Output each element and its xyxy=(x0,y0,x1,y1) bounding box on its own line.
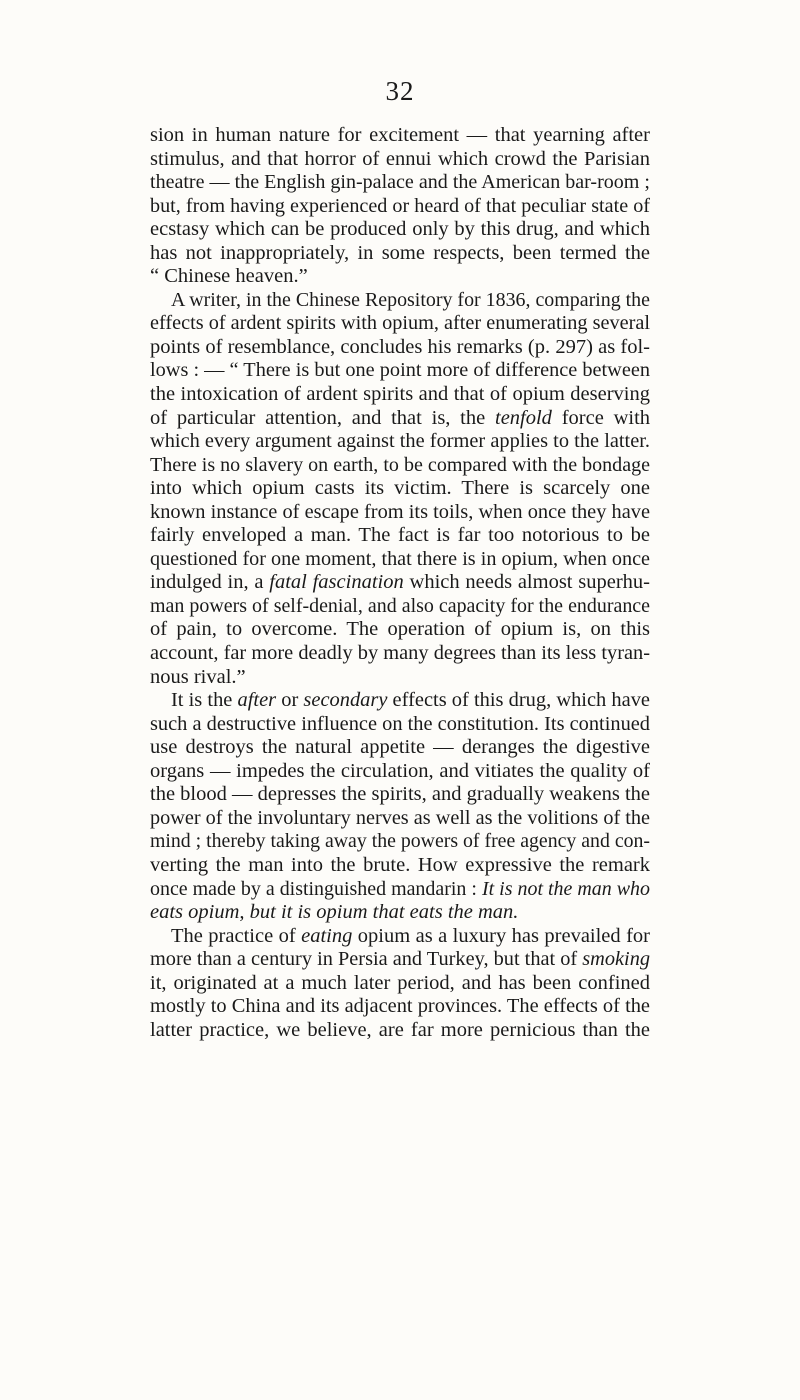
text-line xyxy=(150,524,650,548)
text-segment: points of resemblance, concludes his remarks (p. 297) as fol- xyxy=(150,335,650,358)
text-segment: more than a century in Persia and Turkey, but that of xyxy=(150,948,583,971)
text-line xyxy=(150,783,650,807)
text-line xyxy=(150,454,650,478)
text-segment: effects of ardent spirits with opium, after enumerating several xyxy=(150,312,650,335)
italic-text: smoking xyxy=(582,948,651,971)
text-line xyxy=(150,666,650,690)
text-segment: questioned for one moment, that there is in opium, when once xyxy=(150,547,650,570)
text-line xyxy=(150,972,650,996)
text-line xyxy=(150,760,650,784)
text-segment: but, from having experienced or heard of that peculiar state of xyxy=(150,194,650,217)
text-segment: sion in human nature for excitement — that yearning after xyxy=(150,124,650,146)
text-line xyxy=(150,595,650,619)
text-segment: opium as a luxury has prevailed for xyxy=(352,924,650,947)
text-line xyxy=(150,124,650,148)
text-line xyxy=(150,242,650,266)
text-line xyxy=(150,925,650,949)
text-line xyxy=(150,807,650,831)
text-segment: mostly to China and its adjacent provinces. The effects of the xyxy=(150,995,650,1018)
text-segment: organs — impedes the circulation, and vitiates the quality of xyxy=(150,759,650,782)
italic-text: eats opium, but it is opium that eats the man. xyxy=(150,901,519,924)
text-segment: There is no slavery on earth, to be compared with the bondage xyxy=(150,453,650,476)
text-line xyxy=(150,383,650,407)
text-line xyxy=(150,854,650,878)
text-segment: latter practice, we believe, are far more pernicious than the xyxy=(150,1018,650,1041)
body-text xyxy=(150,124,650,1042)
text-line xyxy=(150,359,650,383)
text-segment: into which opium casts its victim. There is scarcely one xyxy=(150,477,650,500)
text-line xyxy=(150,995,650,1019)
text-segment: effects of this drug, which have xyxy=(387,689,650,712)
text-line xyxy=(150,265,650,289)
text-segment: ecstasy which can be produced only by this drug, and which xyxy=(150,218,650,241)
text-line xyxy=(150,830,650,854)
text-line xyxy=(150,878,650,902)
text-line xyxy=(150,477,650,501)
text-line xyxy=(150,336,650,360)
text-segment: force with xyxy=(551,406,651,429)
text-segment: which every argument against the former applies to the latter. xyxy=(150,430,650,453)
italic-text: tenfold xyxy=(495,406,552,429)
text-segment: It is the xyxy=(171,689,238,712)
text-segment: lows : — “ There is but one point more of difference between xyxy=(150,359,650,382)
text-line xyxy=(150,901,650,925)
text-segment: the intoxication of ardent spirits and that of opium deserving xyxy=(150,383,650,406)
text-line xyxy=(150,571,650,595)
italic-text: eating xyxy=(301,924,353,947)
text-line xyxy=(150,289,650,313)
text-segment: nous rival.” xyxy=(150,665,246,688)
text-segment: it, originated at a much later period, and has been confined xyxy=(150,971,650,994)
text-segment: indulged in, a xyxy=(150,571,270,594)
text-line xyxy=(150,713,650,737)
text-segment: “ Chinese heaven.” xyxy=(150,265,308,288)
text-segment: man powers of self-denial, and also capacity for the endurance xyxy=(150,594,650,617)
text-segment: has not inappropriately, in some respects, been termed the xyxy=(150,241,650,264)
italic-text: after xyxy=(237,689,277,712)
italic-text: fatal fascination xyxy=(269,571,404,594)
text-segment: fairly enveloped a man. The fact is far too notorious to be xyxy=(150,524,650,547)
text-segment: The practice of xyxy=(171,924,302,947)
text-line xyxy=(150,430,650,454)
text-segment: such a destructive influence on the constitution. Its continued xyxy=(150,712,650,735)
text-segment: the blood — depresses the spirits, and gradually weakens the xyxy=(150,783,650,806)
text-line xyxy=(150,171,650,195)
text-line xyxy=(150,1019,650,1043)
text-segment: of pain, to overcome. The operation of opium is, on this xyxy=(150,618,650,641)
text-line xyxy=(150,501,650,525)
text-line xyxy=(150,642,650,666)
text-segment: verting the man into the brute. How expressive the remark xyxy=(150,853,650,876)
text-line xyxy=(150,218,650,242)
text-line xyxy=(150,312,650,336)
text-line xyxy=(150,195,650,219)
text-line xyxy=(150,736,650,760)
text-segment: use destroys the natural appetite — deranges the digestive xyxy=(150,736,650,759)
text-line xyxy=(150,948,650,972)
text-segment: once made by a distinguished mandarin : xyxy=(150,877,482,900)
text-segment: mind ; thereby taking away the powers of free agency and con- xyxy=(150,830,650,853)
text-segment: stimulus, and that horror of ennui which crowd the Parisian xyxy=(150,147,650,170)
text-line xyxy=(150,689,650,713)
text-line xyxy=(150,407,650,431)
page-number: 32 xyxy=(385,76,415,106)
text-segment: or xyxy=(276,689,304,712)
text-segment: A writer, in the Chinese Repository for 1836, comparing the xyxy=(171,288,650,311)
text-line xyxy=(150,548,650,572)
text-segment: of particular attention, and that is, the xyxy=(150,406,495,429)
text-segment: account, far more deadly by many degrees than its less tyran- xyxy=(150,642,650,665)
text-segment: power of the involuntary nerves as well as the volitions of the xyxy=(150,806,650,829)
italic-text: secondary xyxy=(303,689,388,712)
text-segment: known instance of escape from its toils, when once they have xyxy=(150,500,650,523)
text-segment: theatre — the English gin-palace and the American bar-room ; xyxy=(150,171,650,194)
text-line xyxy=(150,148,650,172)
text-line xyxy=(150,618,650,642)
text-segment: which needs almost superhu- xyxy=(403,571,651,594)
italic-text: It is not the man who xyxy=(481,877,650,900)
